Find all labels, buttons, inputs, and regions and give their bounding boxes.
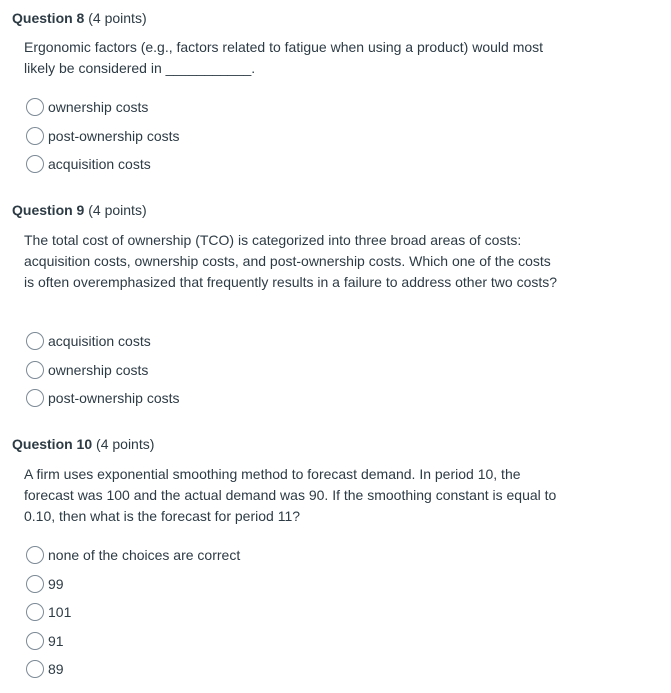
radio-button[interactable] bbox=[26, 127, 44, 145]
question-points: (4 points) bbox=[88, 10, 147, 26]
answer-option[interactable] bbox=[26, 356, 180, 385]
question-header bbox=[12, 9, 147, 27]
radio-button[interactable] bbox=[26, 332, 44, 350]
answer-option[interactable] bbox=[26, 627, 240, 656]
question-title: Question 10 bbox=[12, 436, 93, 452]
answer-option[interactable] bbox=[26, 541, 240, 570]
radio-button[interactable] bbox=[26, 660, 44, 678]
answer-label[interactable]: post-ownership costs bbox=[48, 127, 180, 144]
answer-options bbox=[26, 327, 180, 413]
answer-options bbox=[26, 93, 180, 179]
question-points: (4 points) bbox=[96, 436, 155, 452]
radio-button[interactable] bbox=[26, 632, 44, 650]
answer-label[interactable]: acquisition costs bbox=[48, 156, 151, 173]
answer-label[interactable]: 99 bbox=[48, 575, 64, 592]
radio-button[interactable] bbox=[26, 98, 44, 116]
answer-label[interactable]: ownership costs bbox=[48, 99, 149, 116]
answer-option[interactable] bbox=[26, 598, 240, 627]
question-title: Question 8 bbox=[12, 10, 85, 26]
question-points: (4 points) bbox=[88, 202, 147, 218]
answer-label[interactable]: 89 bbox=[48, 661, 64, 678]
radio-button[interactable] bbox=[26, 546, 44, 564]
answer-option[interactable] bbox=[26, 93, 180, 122]
radio-button[interactable] bbox=[26, 603, 44, 621]
answer-option[interactable] bbox=[26, 570, 240, 599]
radio-button[interactable] bbox=[26, 575, 44, 593]
question-text: A firm uses exponential smoothing method to forecast demand. In period 10, the forecast was 100 and the actual demand was 90. If the smoothing constant is equal to 0.10, then what is the forecast for period 11? bbox=[24, 466, 557, 524]
answer-option[interactable] bbox=[26, 327, 180, 356]
answer-label[interactable]: post-ownership costs bbox=[48, 390, 180, 407]
radio-button[interactable] bbox=[26, 389, 44, 407]
question-title: Question 9 bbox=[12, 202, 85, 218]
answer-option[interactable] bbox=[26, 150, 180, 179]
answer-label[interactable]: 91 bbox=[48, 632, 64, 649]
answer-label[interactable]: 101 bbox=[48, 604, 72, 621]
answer-option[interactable] bbox=[26, 655, 240, 684]
question-text: Ergonomic factors (e.g., factors related to fatigue when using a product) would most likely be considered in ___________. bbox=[24, 39, 544, 76]
answer-option[interactable] bbox=[26, 384, 180, 413]
question-header bbox=[12, 435, 154, 453]
question-text: The total cost of ownership (TCO) is categorized into three broad areas of costs: acquisition costs, ownership costs, and post-ownership costs. Which one of the costs is often overemphasized that frequently results in a failure to address other two costs? bbox=[24, 232, 558, 290]
answer-label[interactable]: none of the choices are correct bbox=[48, 547, 241, 564]
answer-option[interactable] bbox=[26, 122, 180, 151]
answer-options bbox=[26, 541, 240, 684]
radio-button[interactable] bbox=[26, 361, 44, 379]
radio-button[interactable] bbox=[26, 155, 44, 173]
answer-label[interactable]: ownership costs bbox=[48, 361, 149, 378]
answer-label[interactable]: acquisition costs bbox=[48, 333, 151, 350]
question-header bbox=[12, 201, 147, 219]
